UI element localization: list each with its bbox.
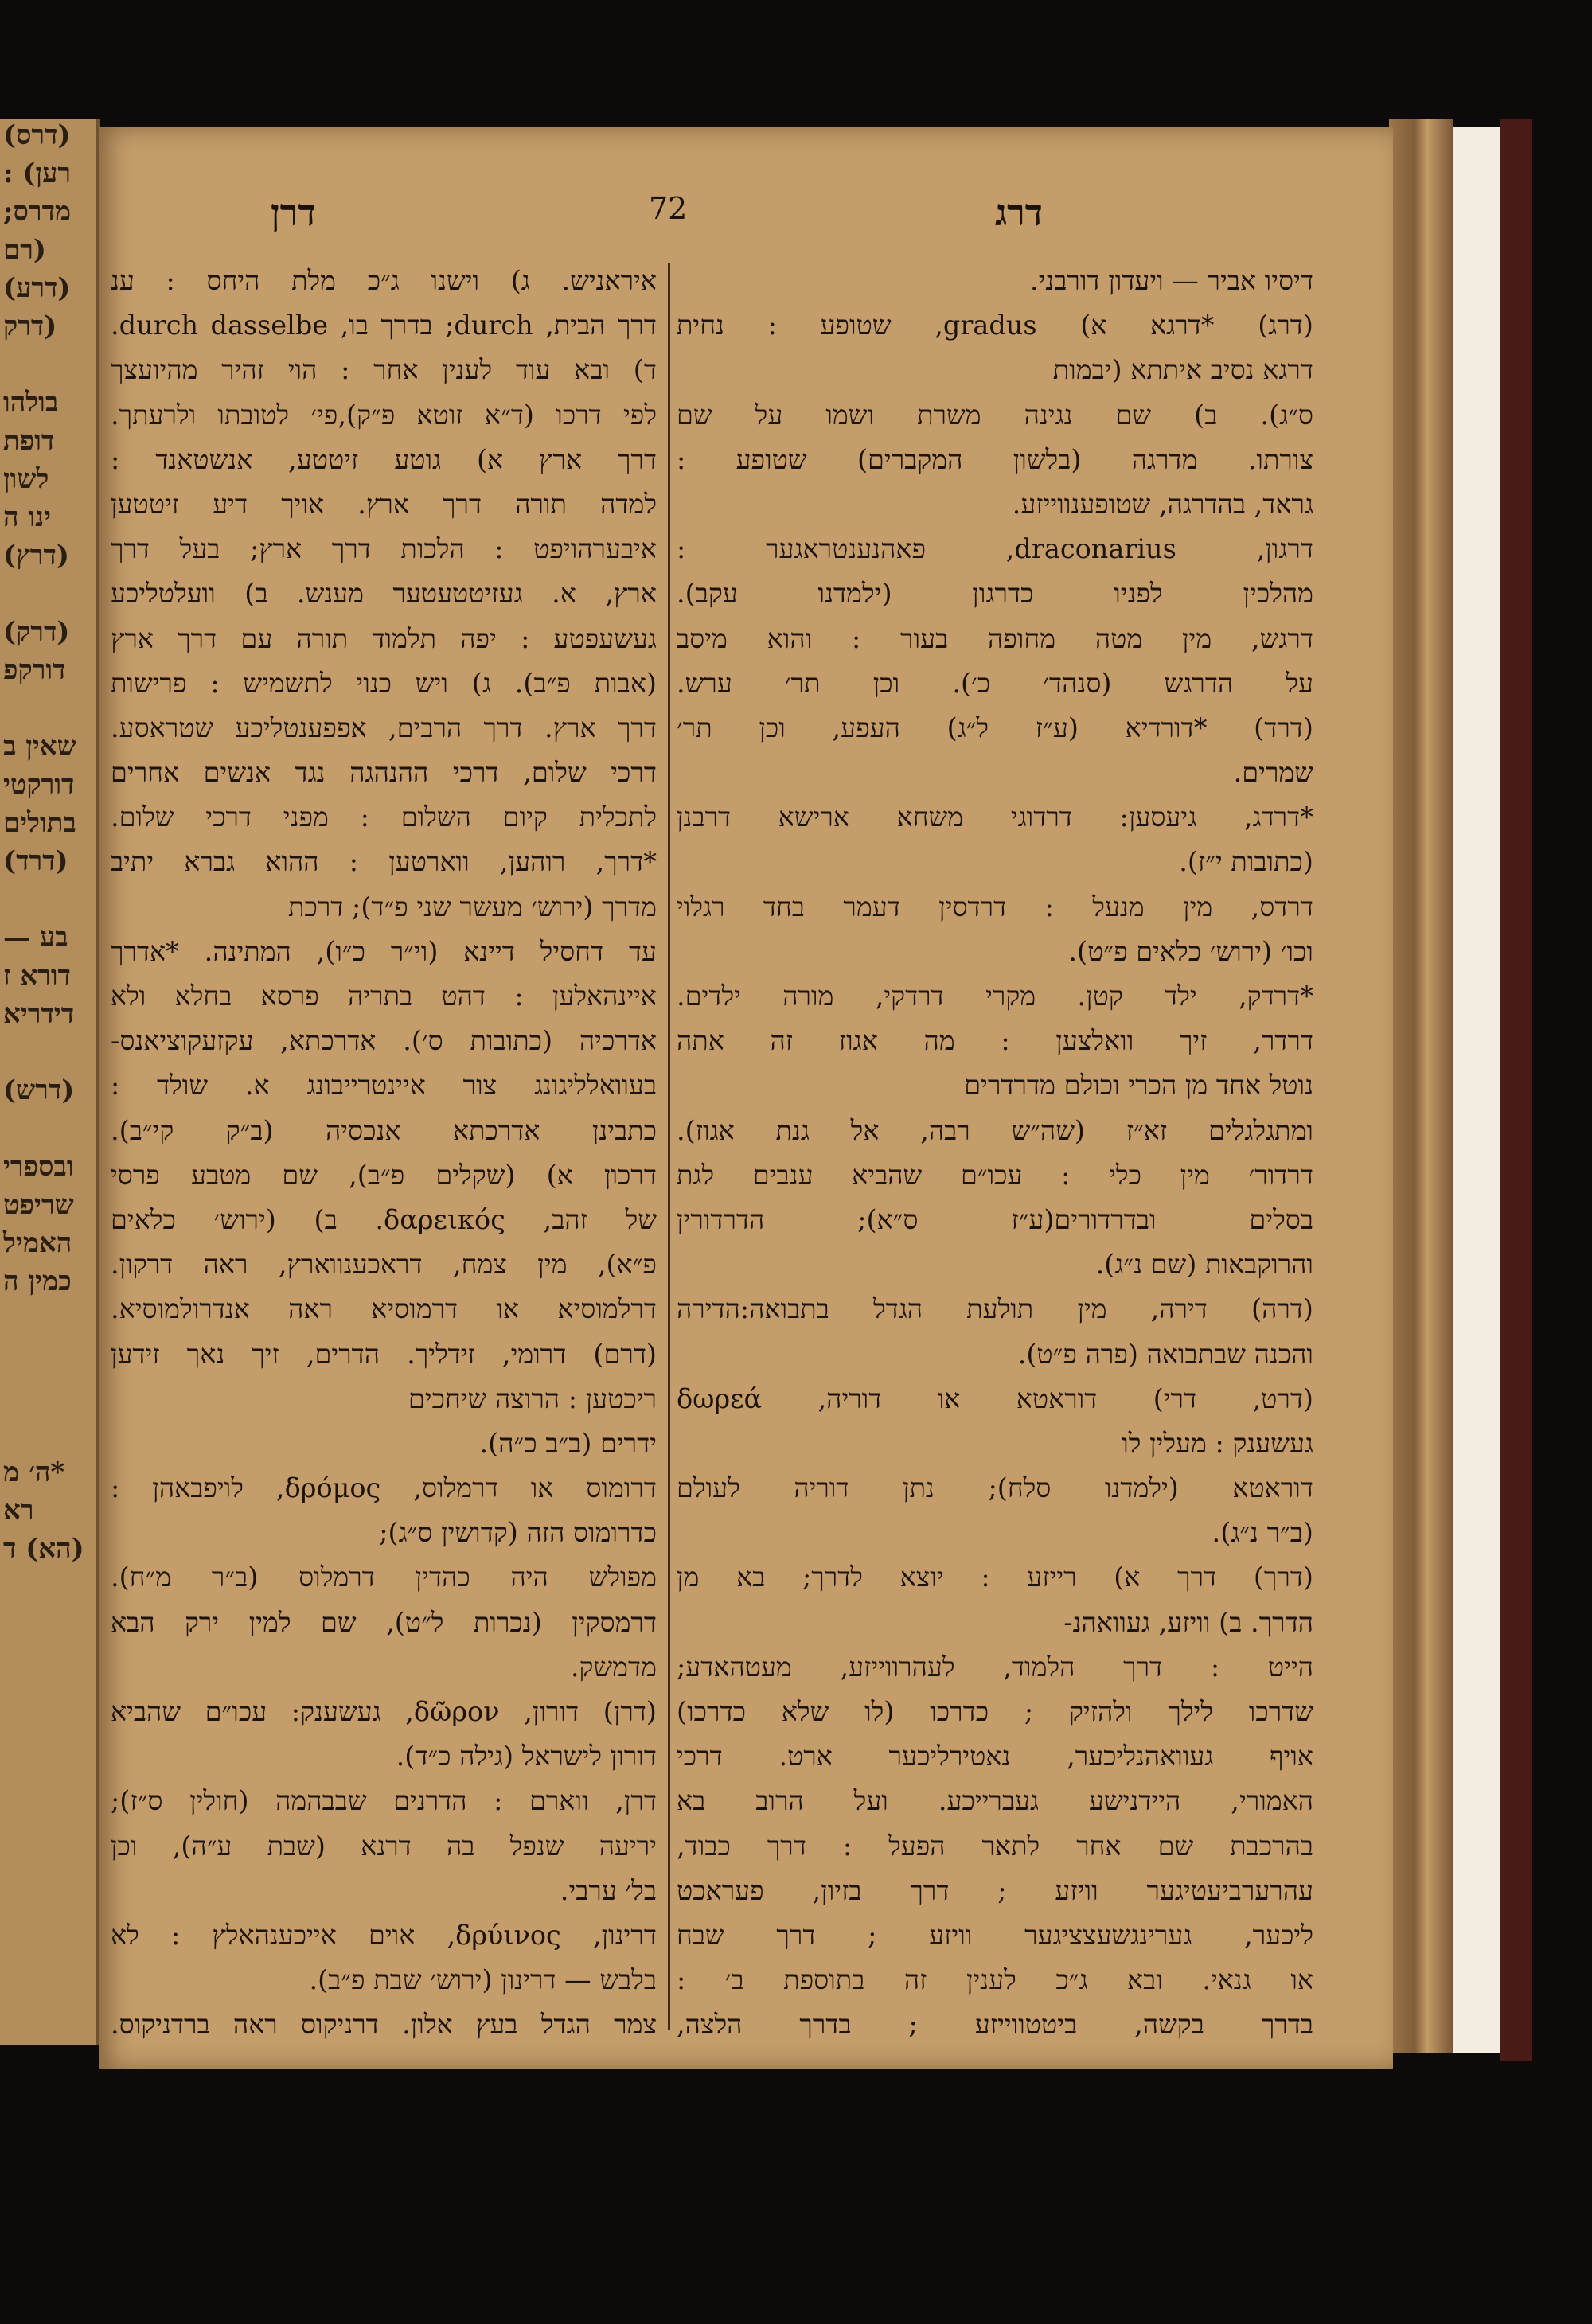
- text-line: כתבינן אדרכתא אנכסיה (ב״ק קי״ב).: [111, 1114, 657, 1146]
- text-line: דרינון, δρύινος, אוים אייכענהאלץ : לא: [111, 1919, 657, 1951]
- previous-page-fragment: בתולים: [3, 807, 76, 839]
- text-line: (דרג) *דרגא א) gradus, שטופע : נחית: [677, 310, 1313, 341]
- text-line: יריעה שנפל בה דרנא (שבת ע״ה), וכן: [111, 1830, 657, 1862]
- text-line: ליכער, גערינגשעצציגער וויזע ; דרך שבח: [677, 1919, 1313, 1951]
- text-line: דרן, ווארם : הדרנים שבבהמה (חולין ס״ז);: [111, 1785, 657, 1817]
- text-line: ריכטען : הרוצה שיחכים: [408, 1382, 657, 1414]
- text-line: בלבש — דרינון (ירוש׳ שבת פ״ב).: [309, 1964, 657, 1996]
- text-line: דוראטא (ילמדנו סלח); נתן דוריה לעולם: [677, 1472, 1313, 1504]
- text-line: והרוקבאות (שם נ״ג).: [1095, 1249, 1313, 1281]
- previous-page-fragment: שריפט: [3, 1189, 74, 1221]
- text-line: (כתובות י״ז).: [1179, 846, 1313, 878]
- text-line: אדרכיה (כתובות ס׳). אדרכתא, עקזעקוציאנס-: [111, 1025, 657, 1057]
- text-line: פ״א), מין צמח, דראכענווארץ, ראה דרקון.: [111, 1249, 657, 1281]
- previous-page-fragment: (דרד): [3, 845, 68, 877]
- previous-page-fragment: האמיל: [3, 1227, 72, 1259]
- text-line: *דרדג, גיעסען: דרדוגי משחא ארישא דרבנן: [677, 801, 1313, 833]
- text-line: בעוואלליגונג צור איינטרייבונג א. שולד :: [111, 1070, 657, 1102]
- text-line: ידרים (ב״ב כ״ה).: [479, 1427, 657, 1459]
- previous-page-fragment: (דרק): [3, 616, 70, 648]
- text-line: דרגא נסיב איתתא (יבמות: [1052, 354, 1313, 386]
- left-text-column: [111, 259, 657, 2048]
- text-line: דרלמוסיא או דרמוסיא ראה אנדרולמוסיא.: [111, 1293, 657, 1325]
- text-line: (דרד) *דורדיא (ע״ז ל״ג) העפע, וכן תר׳: [677, 712, 1313, 743]
- text-line: ד) ובא עוד לענין אחר : הוי זהיר מהיועצך: [111, 354, 657, 386]
- previous-page-fragment: (דרץ): [3, 540, 69, 571]
- previous-page-fragment: רא: [3, 1495, 34, 1527]
- previous-page-fragment: [0, 1113, 96, 1151]
- previous-page-fragment: דורא ז: [3, 960, 71, 992]
- text-line: (אבות פ״ב). ג) ויש כנוי לתשמיש : פרישות: [111, 667, 657, 699]
- text-line: לפי דרכו (ד״א זוטא פ״ק),פי׳ לטובתו ולרעתך.: [111, 399, 657, 431]
- previous-page-fragment: דורקטי: [3, 769, 75, 801]
- text-line: ארץ, א. געזיטטעטער מענש. ב) וועלטליכע: [111, 578, 657, 610]
- text-line: דרך ארץ א) גוטע זיטטע, אנשטאנד :: [111, 443, 657, 475]
- previous-page-fragment: בע —: [3, 922, 68, 953]
- text-line: געשענק : מעלין לו: [1122, 1427, 1313, 1459]
- text-line: ומתגלגלים זא״ז (שה״ש רבה, אל גנת אגוז).: [677, 1114, 1313, 1146]
- text-line: דרדר, זיך וואלצען : מה אגוז זה אתה: [677, 1025, 1313, 1057]
- right-text-column: [677, 259, 1313, 2048]
- previous-page-fragment: [0, 1036, 96, 1074]
- text-line: (דרן) דורון, δῶρον, געשענק: עכו״ם שהביא: [111, 1696, 657, 1727]
- text-line: והכנה שבתבואה (פרה פ״ט).: [1017, 1338, 1313, 1370]
- text-line: דרגון, draconarius, פאהנענטראגער :: [677, 533, 1313, 565]
- previous-page-fragment: דידריא: [3, 998, 75, 1030]
- previous-page-fragment: דורקפ: [3, 654, 66, 686]
- text-line: איבערהויפט : הלכות דרך ארץ; בעל דרך: [111, 533, 657, 565]
- previous-page-fragment: [0, 1380, 96, 1418]
- text-line: איראניש. ג) וישנו ג״כ מלת היחס : ענ: [111, 265, 657, 296]
- text-line: דיסיו אביר — ויעדון דורבני.: [1029, 265, 1313, 296]
- text-line: דרדס, מין מנעל : דרדסין דעמר בחד רגלוי: [677, 891, 1313, 922]
- book-cover: [1500, 119, 1532, 2061]
- text-line: האמורי, היידנישע געברייכע. ועל הרוב בא: [677, 1785, 1313, 1817]
- text-line: וכו׳ (ירוש׳ כלאים פ״ט).: [1068, 935, 1313, 967]
- previous-page-fragment: [0, 1342, 96, 1380]
- text-line: בהרכבת שם אחר לתאר הפעל : דרך כבוד,: [677, 1830, 1313, 1862]
- previous-page-fragment: [0, 1418, 96, 1456]
- text-line: דרך ארץ. דרך הרבים, אפפענטליכע שטראסע.: [111, 712, 657, 743]
- text-line: (דרם) דרומי, זידליך. הדרים, זיך נאך זידען: [111, 1338, 657, 1370]
- page-number: 72: [649, 191, 688, 226]
- column-divider: [668, 263, 670, 2030]
- text-line: געשעפטע : יפה תלמוד תורה עם דרך ארץ: [111, 622, 657, 654]
- text-line: בסלים ובדרדורים(ע״ז ס״א); הדרדורין: [677, 1203, 1313, 1235]
- previous-page-fragment: שאין ב: [3, 731, 76, 762]
- previous-page-fragment: בולהו: [3, 387, 59, 419]
- text-line: דרדור׳ מין כלי : עכו״ם שהביא ענבים לגת: [677, 1159, 1313, 1191]
- text-line: דרכי שלום, דרכי ההנהגה נגד אנשים אחרים: [111, 757, 657, 789]
- text-line: מהלכין לפניו כדרגון (ילמדנו עקב).: [677, 578, 1313, 610]
- page-block-edge: [1453, 127, 1500, 2053]
- previous-page-fragment: [0, 578, 96, 616]
- previous-page-fragment: ינו ה: [3, 501, 52, 533]
- text-line: (דרה) דירה, מין תולעת הגדל בתבואה:הדירה: [677, 1293, 1313, 1325]
- running-head-left: דרן: [271, 191, 316, 234]
- text-line: שמרים.: [1233, 757, 1313, 789]
- text-line: מפולש היה כהדין דרמלוס (ב״ר מ״ח).: [111, 1562, 657, 1593]
- text-line: דורון לישראל (גילה כ״ד).: [396, 1741, 657, 1772]
- previous-page-fragment: (דרק: [3, 310, 57, 342]
- previous-page-fragment: מדרס;: [3, 196, 72, 228]
- text-line: איינהאלען : דהט בתריה פרסא בחלא ולא: [111, 981, 657, 1012]
- text-line: מדרך (ירוש׳ מעשר שני פ״ד); דרכת: [288, 891, 657, 922]
- text-line: או גנאי. ובא ג״כ לענין זה בתוספת ב׳ :: [677, 1964, 1313, 1996]
- previous-page-fragment: רען) :: [3, 158, 72, 189]
- text-line: נוטל אחד מן הכרי וכולם מדרדרים: [964, 1070, 1313, 1102]
- text-line: דרגש, מין מטה מחופה בעור : והוא מיסב: [677, 622, 1313, 654]
- text-line: עהרערביעטיגער וויזע ; דרך בזיון, פעראכט: [677, 1874, 1313, 1906]
- text-line: מדמשק.: [570, 1651, 657, 1683]
- text-line: (ב״ר נ״ג).: [1212, 1517, 1313, 1549]
- text-line: אויף געוואהנליכער, נאטירליכער ארט. דרכי: [677, 1741, 1313, 1772]
- previous-page-fragment: [0, 1304, 96, 1342]
- book-edge: [1389, 119, 1453, 2053]
- text-line: צמר הגדל בעץ אלון. דרניקוס ראה ברדניקוס.: [111, 2009, 657, 2041]
- text-line: שדרכו לילך ולהזיק ; כדרכו (לו שלא כדרכו): [677, 1696, 1313, 1727]
- text-line: גראד, בהדרגה, שטופענווייזע.: [1012, 488, 1313, 520]
- previous-page-fragment: (דרס): [3, 119, 71, 151]
- text-line: (דרט, דרי) דוראטא או דוריה, δωρεά: [677, 1382, 1313, 1414]
- previous-page-fragment: כמין ה: [3, 1265, 72, 1297]
- previous-page-fragment: *ה׳ מ: [3, 1456, 65, 1488]
- text-line: הייט : דרך הלמוד, לעהרווייזע, מעטהאדע;: [677, 1651, 1313, 1683]
- text-line: ס״ג). ב) שם נגינה משרת ושמו על שם: [677, 399, 1313, 431]
- text-line: *דרך, רוהען, ווארטען : ההוא גברא יתיב: [111, 846, 657, 878]
- text-line: (דרך) דרך א) רייזע : יוצא לדרך; בא מן: [677, 1562, 1313, 1593]
- running-head-right: דרג: [995, 191, 1043, 234]
- text-line: דרמסקין (נכרות ל״ט), שם למין ירק הבא: [111, 1606, 657, 1638]
- text-line: בדרך בקשה, ביטטווייזע ; בדרך הלצה,: [677, 2009, 1313, 2041]
- previous-page-fragment: [0, 349, 96, 387]
- text-line: למדה תורה דרך ארץ. אויך דיע זיטטען: [111, 488, 657, 520]
- text-line: לתכלית קיום השלום : מפני דרכי שלום.: [111, 801, 657, 833]
- text-line: על הדרגש (סנהד׳ כ׳). וכן תר׳ ערש.: [677, 667, 1313, 699]
- text-line: הדרך. ב) וויזע, געוואהנ-: [1063, 1606, 1313, 1638]
- previous-page-fragment: לשון: [3, 463, 49, 495]
- text-line: דרומוס או דרמלוס, δρόμος, לויפבאהן :: [111, 1472, 657, 1504]
- dictionary-page: [100, 127, 1393, 2069]
- page-header: [100, 191, 1393, 255]
- text-line: *דרדק, ילד קטן. מקרי דרדקי, מורה ילדים.: [677, 981, 1313, 1012]
- previous-page-strip: [0, 119, 100, 2045]
- previous-page-fragment: ובספרי: [3, 1151, 74, 1183]
- text-line: דרכון א) (שקלים פ״ב), שם מטבע פרסי: [111, 1159, 657, 1191]
- text-line: צורתו. מדרגה (בלשון המקברים) שטופע :: [677, 443, 1313, 475]
- previous-page-fragment: [0, 883, 96, 922]
- text-line: דרך הבית, durch; בדרך בו, durch dasselbe.: [111, 310, 657, 341]
- text-line: כדרומוס הזה (קדושין ס״ג);: [379, 1517, 657, 1549]
- previous-page-fragment: (הא) ד: [3, 1533, 84, 1565]
- previous-page-fragment: (דרע): [3, 272, 71, 304]
- previous-page-fragment: (רם: [3, 234, 47, 266]
- previous-page-fragment: [0, 692, 96, 731]
- previous-page-fragment: (דרש): [3, 1074, 75, 1106]
- previous-page-fragment: דופת: [3, 425, 55, 457]
- text-line: של זהב, δαρεικός. ב) (ירוש׳ כלאים: [111, 1203, 657, 1235]
- text-line: עד דחסיל דיינא (וי״ר כ״ו), המתינה. *אדרך: [111, 935, 657, 967]
- text-line: בל׳ ערבי.: [560, 1874, 657, 1906]
